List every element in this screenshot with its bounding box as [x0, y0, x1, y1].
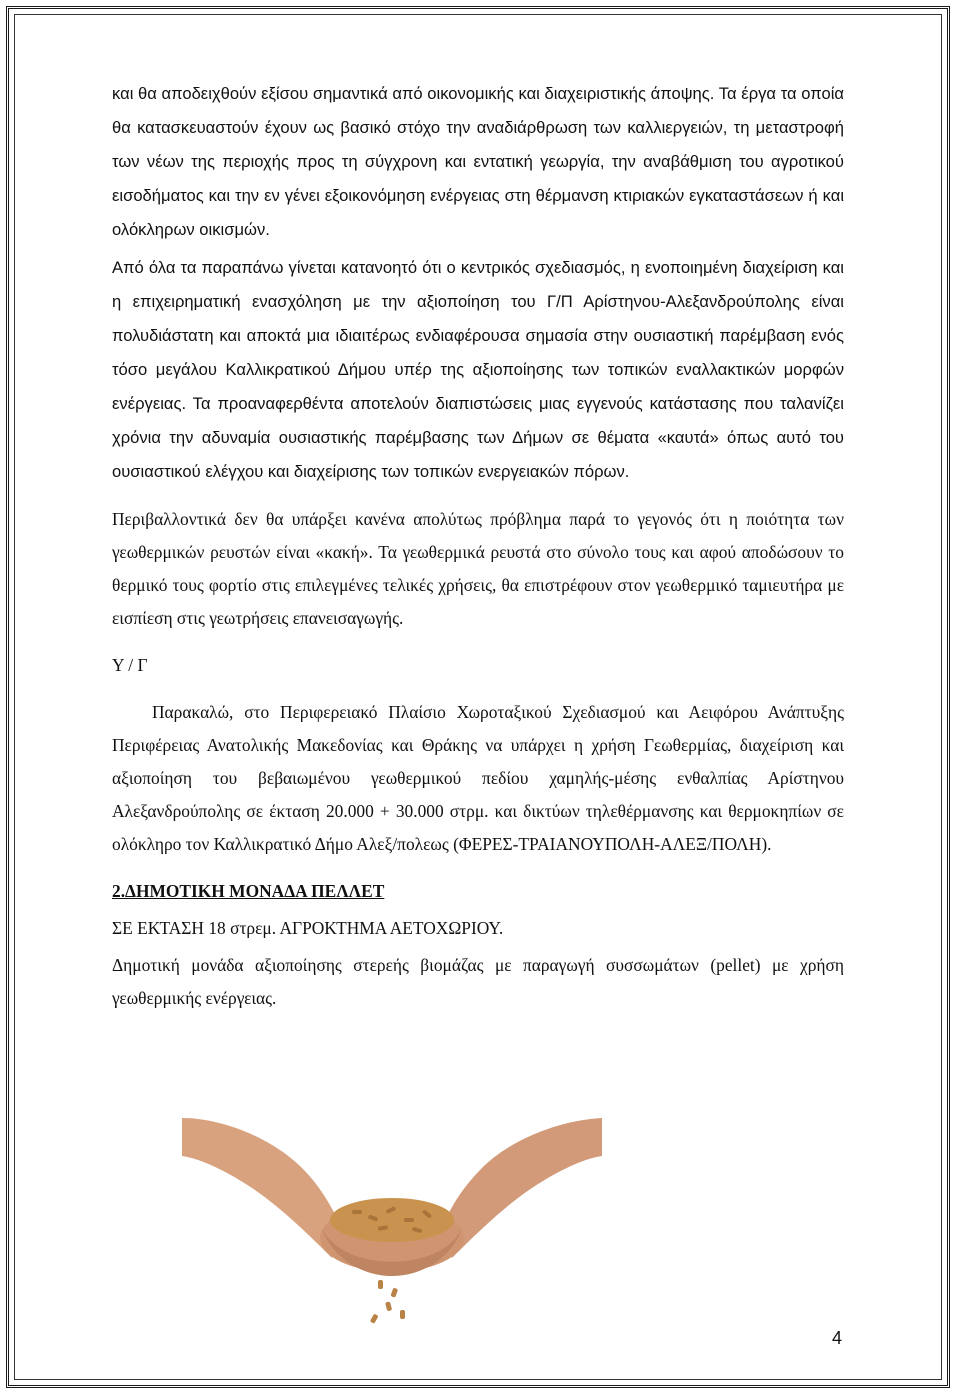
paragraph-6: Δημοτική μονάδα αξιοποίησης στερεής βιομάζας με παραγωγή συσσωμάτων (pellet) με χρήση γεωθερμικής ενέργειας.	[112, 955, 844, 1008]
postscript-label: Υ / Γ	[112, 655, 148, 675]
hands-with-pellets-image	[182, 1098, 602, 1328]
paragraph-2: Από όλα τα παραπάνω γίνεται κατανοητό ότι ο κεντρικός σχεδιασμός, η ενοποιημένη διαχείριση και η επιχειρηματική ενασχόληση με την αξιοποίηση του Γ/Π Αρίστηνου-Αλεξανδρούπολης είναι πολυδιάστατη και αποκτά μια ιδιαιτέρως ενδιαφέρουσα σημασία στην ουσιαστική παρέμβαση ενός τόσο μεγάλου Καλλικρατικού Δήμου υπέρ της αξιοποίησης των τοπικών εναλλακτικών μορφών ενέργειας. Τα προαναφερθέντα αποτελούν διαπιστώσεις μιας εγγενούς κατάστασης που ταλανίζει χρόνια την αδυναμία ουσιαστικής παρέμβασης των Δήμων σε θέματα «καυτά» όπως αυτό του ουσιαστικού ελέγχου και διαχείρισης των τοπικών ενεργειακών πόρων.	[112, 258, 844, 481]
paragraph-1: και θα αποδειχθούν εξίσου σημαντικά από οικονομικής και διαχειριστικής άποψης. Τα έργα τα οποία θα κατασκευαστούν έχουν ως βασικό στόχο την αναδιάρθρωση των καλλιεργειών, τη μεταστροφή των νέων της περιοχής προς τη σύγχρονη και εντατική γεωργία, την αναβάθμιση του αγροτικού εισοδήματος και την εν γένει εξοικονόμηση ενέργειας στη θέρμανση κτιριακών εγκαταστάσεων ή και ολόκληρων οικισμών.	[112, 84, 844, 239]
paragraph-3: Περιβαλλοντικά δεν θα υπάρξει κανένα απολύτως πρόβλημα παρά το γεγονός ότι η ποιότητα των γεωθερμικών ρευστών είναι «κακή». Τα γεωθερμικά ρευστά στο σύνολο τους και αφού αποδώσουν το θερμικό τους φορτίο στις επιλεγμένες τελικές χρήσεις, θα επιστρέφουν στον γεωθερμικό ταμιευτήρα με εισπίεση στις γεωτρήσεις επανεισαγωγής.	[112, 509, 844, 628]
paragraph-4: Παρακαλώ, στο Περιφερειακό Πλαίσιο Χωροταξικού Σχεδιασμού και Αειφόρου Ανάπτυξης Περιφέρειας Ανατολικής Μακεδονίας και Θράκης να υπάρχει η χρήση Γεωθερμίας, διαχείριση και αξιοποίηση του βεβαιωμένου γεωθερμικού πεδίου χαμηλής-μέσης ενθαλπίας Αρίστηνου Αλεξανδρούπολης σε έκταση 20.000 + 30.000 στρμ. και δικτύων τηλεθέρμανσης και θερμοκηπίων σε ολόκληρο τον Καλλικρατικό Δήμο Αλεξ/πολεως (ΦΕΡΕΣ-ΤΡΑΙΑΝΟΥΠΟΛΗ-ΑΛΕΞ/ΠΟΛΗ).	[112, 702, 844, 854]
document-body	[112, 77, 844, 1015]
paragraph-5: ΣΕ ΕΚΤΑΣΗ 18 στρεμ. ΑΓΡΟΚΤΗΜΑ ΑΕΤΟΧΩΡΙΟΥ.	[112, 918, 504, 938]
section-heading: 2.ΔΗΜΟΤΙΚΗ ΜΟΝΑΔΑ ΠΕΛΛΕΤ	[112, 881, 385, 901]
page-number: 4	[831, 1328, 842, 1348]
